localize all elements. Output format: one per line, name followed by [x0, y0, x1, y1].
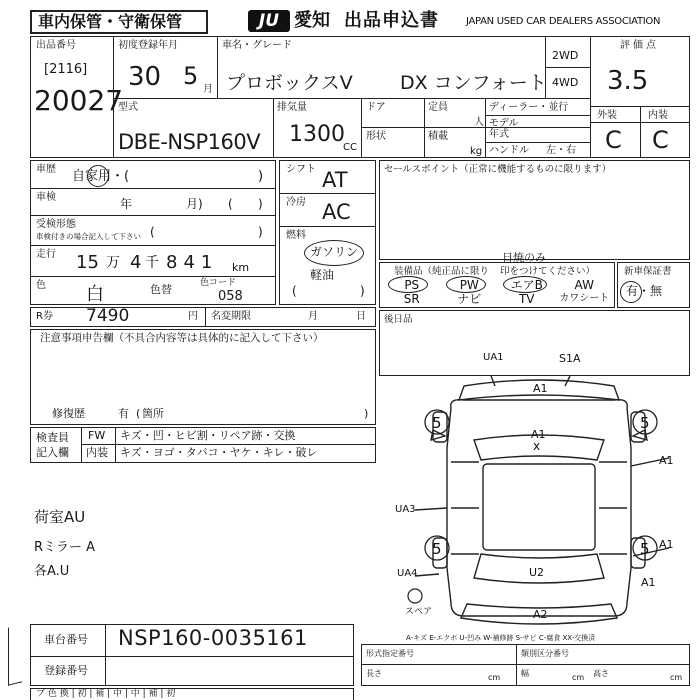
- unit-cc: CC: [343, 142, 357, 153]
- shaken-month: 月): [186, 197, 203, 211]
- mark-5-rf: 5: [640, 414, 650, 432]
- sales-point-label: セールスポイント（正常に機能するものに限ります）: [384, 164, 612, 175]
- storage-stamp-text: 車内保管・守衛保管: [38, 12, 183, 31]
- length-label: 長さ: [366, 669, 382, 678]
- fuel-paren-open: (: [292, 284, 297, 298]
- lot-no-value: 20027: [34, 84, 124, 117]
- mark-ua1: UA1: [483, 352, 504, 363]
- jyudo-paren: (: [150, 225, 155, 239]
- mark-s1a: S1A: [559, 352, 581, 365]
- mileage-rest-value: 841: [166, 252, 219, 273]
- load-label: 積載: [428, 131, 448, 142]
- rear-items-box: [379, 310, 690, 376]
- mark-a1-corner: A1: [641, 576, 656, 589]
- dealer-parallel-label: ディーラー・並行: [489, 102, 569, 113]
- length-unit: cm: [488, 673, 501, 682]
- warranty-yes-circle: [620, 281, 642, 303]
- airbag-circle: [503, 276, 547, 293]
- mileage-sen-unit: 千: [145, 255, 159, 271]
- repair-location-close: ): [364, 407, 369, 420]
- color-value: 白: [86, 284, 104, 305]
- lot-no-label: 出品番号: [36, 40, 76, 51]
- shaken-close: ): [258, 197, 263, 211]
- equipment-label-2: 印をつけてください）: [500, 266, 596, 277]
- equip-sr: SR: [403, 292, 420, 306]
- first-reg-label: 初度登録年月: [118, 40, 178, 51]
- displacement-label: 排気量: [277, 102, 307, 113]
- rear-items-label: 後日品: [384, 314, 413, 325]
- remark-2: Rミラー A: [34, 540, 96, 555]
- reg-no-label: 登録番号: [44, 664, 88, 677]
- mileage-man-unit: 万: [106, 255, 120, 271]
- fuel-gas: ガソリン: [310, 245, 359, 259]
- drive-2wd: 2WD: [552, 49, 579, 62]
- width-unit: cm: [572, 673, 585, 682]
- equip-airbag: エアB: [510, 278, 543, 292]
- mark-5-rr: 5: [640, 540, 650, 558]
- ju-logo: JU: [248, 10, 290, 32]
- chassis-label: 車台番号: [44, 633, 88, 646]
- rken-row: [30, 307, 376, 327]
- car-name-label: 車名・グレード: [222, 40, 292, 51]
- history-label: 車歴: [36, 164, 56, 175]
- inspector-label: 検査員: [36, 431, 69, 444]
- fuel-label: 燃料: [286, 230, 306, 241]
- rating-value: 3.5: [607, 66, 649, 96]
- fw-label: FW: [88, 429, 106, 442]
- capacity-label: 定員: [428, 102, 448, 113]
- reg-month-value: 5: [183, 62, 199, 90]
- shaken-paren: (: [228, 197, 233, 211]
- fw-items: キズ・凹・ヒビ割・リペア跡・交換: [120, 429, 296, 442]
- unit-persons: 人: [474, 117, 484, 128]
- reg-month-unit: 月: [203, 84, 213, 95]
- inner-label: 内装: [86, 446, 108, 459]
- repair-location-open: (: [136, 407, 141, 420]
- history-value: 自家用・(: [72, 169, 130, 184]
- drive-4wd: 4WD: [552, 76, 579, 89]
- shaken-label: 車検: [36, 192, 56, 203]
- model-code-value: DBE-NSP160V: [118, 130, 261, 154]
- mark-u2: U2: [529, 566, 545, 579]
- shape-label: 形状: [366, 131, 386, 142]
- height-label: 高さ: [593, 669, 609, 678]
- spare-icon: [408, 589, 422, 603]
- iro-gae-label: 色替: [150, 283, 172, 296]
- unit-kg: kg: [470, 146, 483, 157]
- logo-text: 愛知: [294, 10, 330, 31]
- mark-a1-right: A1: [659, 454, 674, 467]
- mark-x: x: [533, 439, 541, 453]
- height-unit: cm: [670, 673, 683, 682]
- equip-tv: TV: [518, 292, 535, 306]
- width-label: 幅: [521, 669, 529, 678]
- equipment-label: 装備品（純正品に限り: [394, 266, 490, 277]
- equip-aw: AW: [574, 278, 594, 292]
- mileage-sen-value: 4: [130, 252, 142, 273]
- repair-history-label: 修復歴: [52, 407, 85, 420]
- sales-point-box: [379, 160, 690, 260]
- mark-ua4: UA4: [397, 568, 418, 579]
- mark-a1-roof: A1: [531, 428, 546, 441]
- mark-5-lf: 5: [432, 414, 442, 432]
- equip-pw: PW: [459, 278, 479, 292]
- color-label: 色: [36, 280, 46, 291]
- mark-5-lr: 5: [432, 540, 442, 558]
- mileage-man-value: 15: [76, 252, 99, 273]
- color-code-label: 色コード: [200, 278, 237, 288]
- shift-value: AT: [322, 168, 348, 192]
- name-change-label: 名変期限: [211, 311, 251, 322]
- model-year-model-label: モデル: [489, 118, 519, 129]
- shift-label: シフト: [286, 164, 316, 175]
- rating-label: 評価点: [620, 40, 659, 51]
- fuel-diesel: 軽油: [310, 268, 335, 282]
- reg-year-value: 30: [128, 62, 162, 92]
- remark-1: 荷室AU: [34, 508, 86, 526]
- grade-value: DX コンフォート: [400, 72, 547, 94]
- model-year-label: 年式: [489, 129, 509, 140]
- association-name: JAPAN USED CAR DEALERS ASSOCIATION: [466, 16, 661, 27]
- ac-label: 冷房: [286, 197, 306, 208]
- chassis-value: NSP160-0035161: [118, 626, 308, 650]
- nc-month: 月: [308, 311, 318, 322]
- jyudo-close: ): [258, 225, 263, 239]
- car-name-value: プロボックスV: [226, 72, 353, 94]
- handle-options: 左・右: [546, 145, 576, 156]
- equip-ps: PS: [404, 278, 420, 292]
- pw-circle: [446, 276, 486, 293]
- entry-label: 記入欄: [36, 446, 69, 459]
- lot-small-value: [2116]: [44, 62, 88, 77]
- fuel-paren-close: ): [360, 284, 365, 298]
- warranty-label: 新車保証書: [624, 266, 672, 277]
- mileage-label: 走行: [36, 249, 56, 260]
- displacement-value: 1300: [289, 122, 345, 147]
- form-title: 出品申込書: [344, 10, 439, 31]
- inner-items: キズ・ヨゴ・タバコ・ヤケ・キレ・破レ: [120, 446, 318, 459]
- notes-label: 注意事項申告欄（不具合内容等は具体的に記入して下さい）: [40, 332, 324, 344]
- interior-value: C: [652, 126, 669, 154]
- warranty-options: 有・無: [626, 284, 663, 298]
- rken-value: 7490: [86, 306, 130, 326]
- binding-mark: [8, 624, 22, 685]
- equip-navi: ナビ: [457, 292, 482, 306]
- repair-yes: 有: [118, 407, 129, 420]
- fuel-gas-circle: [304, 240, 364, 266]
- history-circle: [87, 165, 109, 187]
- model-label: 型式: [118, 102, 138, 113]
- jyudo-label: 受検形態: [36, 219, 76, 230]
- mark-a1-rear-right: A1: [659, 538, 674, 551]
- nc-day: 日: [356, 311, 366, 322]
- mark-a1-top: A1: [533, 382, 548, 395]
- damage-legend: A-キズ E-エクボ U-凹み W-補修跡 S-サビ C-腐食 XX-交換済: [406, 634, 596, 642]
- exterior-value: C: [605, 126, 622, 154]
- spare-label: スペア: [405, 607, 433, 617]
- rken-label: R券: [36, 311, 53, 322]
- ac-value: AC: [322, 200, 351, 224]
- equipment-note: 日焼のみ: [502, 251, 546, 264]
- mark-a2: A2: [533, 608, 548, 621]
- unit-yen: 円: [188, 311, 198, 322]
- remark-3: 各A.U: [34, 564, 70, 579]
- car-diagram: [379, 352, 690, 633]
- classification-no-label: 類別区分番号: [521, 649, 569, 658]
- ps-circle: [388, 276, 428, 293]
- mark-ua3: UA3: [395, 504, 416, 515]
- history-close: ): [258, 169, 264, 184]
- color-code-value: 058: [218, 289, 243, 304]
- handle-label: ハンドル: [489, 145, 529, 156]
- interior-label: 内装: [648, 110, 668, 121]
- shaken-year: 年: [120, 197, 133, 211]
- jyudo-note: 車検付きの場合記入して下さい: [36, 232, 141, 241]
- repair-location: 箇所: [142, 407, 164, 420]
- equip-leather: カワシート: [559, 293, 610, 304]
- shape-type-no-label: 形式指定番号: [366, 649, 414, 658]
- exterior-label: 外装: [597, 110, 617, 121]
- unit-km: km: [232, 261, 250, 274]
- bottom-strip-text: ブ 色 換 | 初 | 補 | 中 | 中 | 補 | 初: [36, 689, 176, 699]
- doors-label: ドア: [366, 102, 386, 113]
